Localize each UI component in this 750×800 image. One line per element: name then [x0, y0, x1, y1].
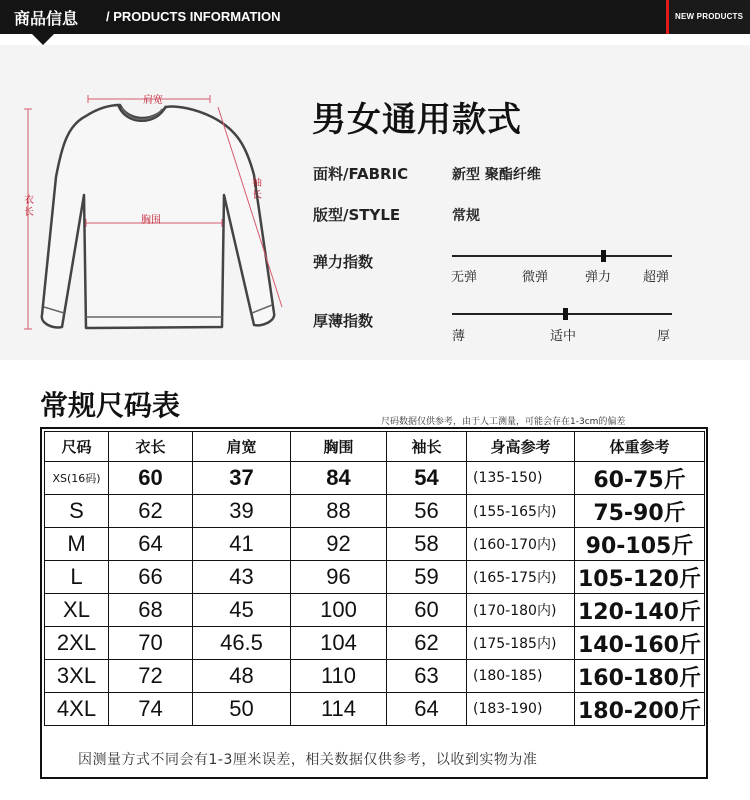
shoulder-cell: 50	[193, 693, 291, 726]
elasticity-marker	[601, 250, 606, 262]
header-bar	[0, 0, 750, 34]
header-height: 身高参考	[467, 432, 575, 462]
size-table-header	[45, 432, 705, 462]
height-cell: (155-165内)	[467, 495, 575, 528]
table-row	[45, 495, 705, 528]
chest-cell: 110	[291, 660, 387, 693]
size-chart-title: 常规尺码表	[40, 389, 181, 422]
chest-cell: 114	[291, 693, 387, 726]
chest-cell: 104	[291, 627, 387, 660]
thickness-tick-medium: 适中	[550, 329, 577, 344]
header-size: 尺码	[45, 432, 109, 462]
weight-cell: 60-75斤	[575, 462, 705, 495]
table-row	[45, 660, 705, 693]
length-cell: 72	[109, 660, 193, 693]
header-title-zh: 商品信息	[14, 9, 79, 28]
length-cell: 68	[109, 594, 193, 627]
height-cell: (180-185)	[467, 660, 575, 693]
style-title: 男女通用款式	[312, 100, 522, 140]
table-row	[45, 561, 705, 594]
elasticity-tick-super: 超弹	[643, 270, 670, 285]
thickness-scale	[452, 313, 672, 315]
shoulder-label: 肩宽	[143, 95, 163, 106]
weight-cell: 180-200斤	[575, 693, 705, 726]
header-sleeve: 袖长	[387, 432, 467, 462]
height-cell: (175-185内)	[467, 627, 575, 660]
sleeve-cell: 60	[387, 594, 467, 627]
shoulder-cell: 37	[193, 462, 291, 495]
size-cell: L	[45, 561, 109, 594]
size-cell: S	[45, 495, 109, 528]
size-cell: XL	[45, 594, 109, 627]
length-cell: 62	[109, 495, 193, 528]
sleeve-cell: 54	[387, 462, 467, 495]
sleeve-cell: 62	[387, 627, 467, 660]
sleeve-cell: 56	[387, 495, 467, 528]
size-cell: XS(16码)	[45, 462, 109, 495]
chest-cell: 100	[291, 594, 387, 627]
weight-cell: 120-140斤	[575, 594, 705, 627]
header-chest: 胸围	[291, 432, 387, 462]
fabric-label: 面料/FABRIC	[313, 165, 409, 183]
length-cell: 64	[109, 528, 193, 561]
table-row	[45, 462, 705, 495]
elasticity-label: 弹力指数	[313, 253, 374, 271]
height-cell: (183-190)	[467, 693, 575, 726]
chest-cell: 84	[291, 462, 387, 495]
fabric-value: 新型 聚酯纤维	[452, 167, 541, 183]
elasticity-scale	[452, 255, 672, 257]
header-shoulder: 肩宽	[193, 432, 291, 462]
weight-cell: 75-90斤	[575, 495, 705, 528]
length-cell: 70	[109, 627, 193, 660]
style-label: 版型/STYLE	[313, 206, 401, 224]
header-weight: 体重参考	[575, 432, 705, 462]
shoulder-cell: 45	[193, 594, 291, 627]
size-cell: M	[45, 528, 109, 561]
new-products-label: NEW PRODUCTS	[675, 12, 744, 21]
table-row	[45, 627, 705, 660]
thickness-label: 厚薄指数	[313, 312, 374, 330]
size-cell: 2XL	[45, 627, 109, 660]
size-chart-footer: 因测量方式不同会有1-3厘米误差，相关数据仅供参考，以收到实物为准	[78, 752, 538, 768]
elasticity-tick-elastic: 弹力	[585, 270, 612, 285]
thickness-marker	[563, 308, 568, 320]
chest-label: 胸围	[141, 215, 161, 226]
height-cell: (160-170内)	[467, 528, 575, 561]
header-notch	[32, 34, 54, 45]
sleeve-label: 袖长	[252, 178, 262, 201]
chest-cell: 92	[291, 528, 387, 561]
weight-cell: 160-180斤	[575, 660, 705, 693]
weight-cell: 140-160斤	[575, 627, 705, 660]
shoulder-cell: 46.5	[193, 627, 291, 660]
height-cell: (135-150)	[467, 462, 575, 495]
sleeve-cell: 59	[387, 561, 467, 594]
header-title-en: / PRODUCTS INFORMATION	[106, 9, 281, 24]
length-cell: 60	[109, 462, 193, 495]
thickness-tick-thin: 薄	[452, 329, 466, 344]
table-row	[45, 594, 705, 627]
new-products-badge	[666, 0, 750, 34]
size-table	[44, 431, 705, 726]
chest-cell: 88	[291, 495, 387, 528]
size-cell: 4XL	[45, 693, 109, 726]
length-cell: 74	[109, 693, 193, 726]
length-cell: 66	[109, 561, 193, 594]
shoulder-cell: 39	[193, 495, 291, 528]
thickness-tick-thick: 厚	[657, 329, 671, 344]
elasticity-tick-none: 无弹	[451, 270, 478, 285]
chest-cell: 96	[291, 561, 387, 594]
table-row	[45, 528, 705, 561]
height-cell: (170-180内)	[467, 594, 575, 627]
length-label: 衣长	[24, 195, 34, 218]
weight-cell: 90-105斤	[575, 528, 705, 561]
style-value: 常规	[452, 208, 480, 224]
elasticity-tick-slight: 微弹	[522, 270, 549, 285]
table-row	[45, 693, 705, 726]
weight-cell: 105-120斤	[575, 561, 705, 594]
size-cell: 3XL	[45, 660, 109, 693]
sleeve-cell: 58	[387, 528, 467, 561]
header-length: 衣长	[109, 432, 193, 462]
height-cell: (165-175内)	[467, 561, 575, 594]
size-chart-note: 尺码数据仅供参考，由于人工测量，可能会存在1-3cm的偏差	[381, 417, 626, 427]
sleeve-cell: 64	[387, 693, 467, 726]
shoulder-cell: 43	[193, 561, 291, 594]
shoulder-cell: 41	[193, 528, 291, 561]
shoulder-cell: 48	[193, 660, 291, 693]
sleeve-cell: 63	[387, 660, 467, 693]
